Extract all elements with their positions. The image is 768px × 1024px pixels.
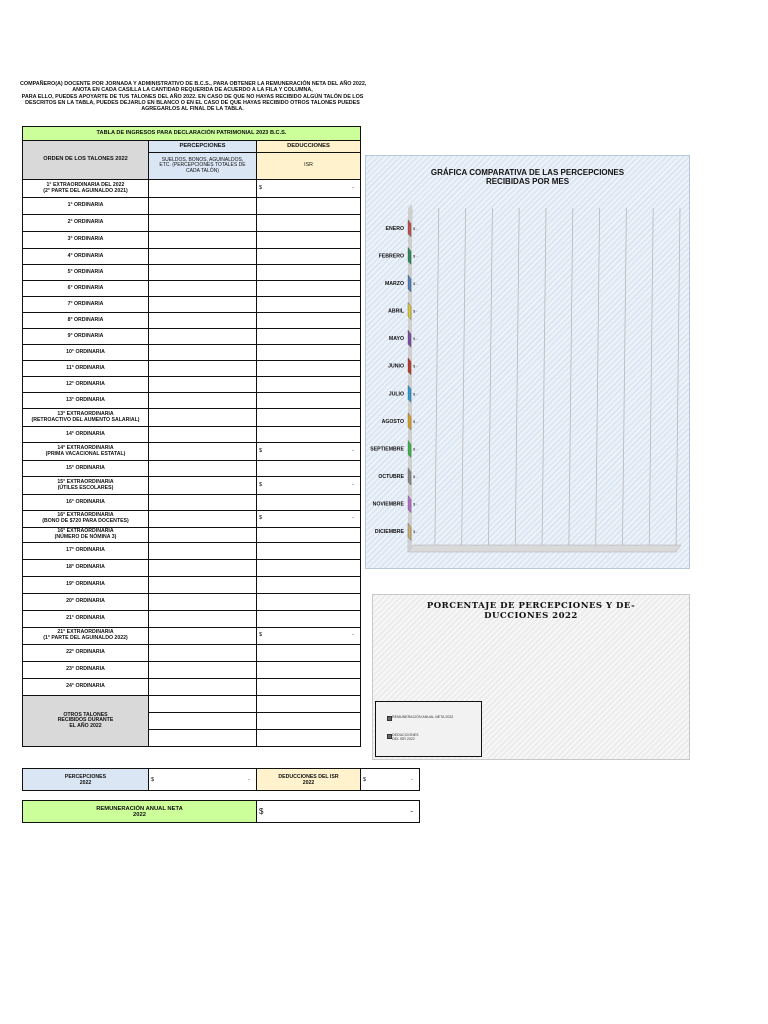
deduccion-cell[interactable]: [257, 594, 361, 611]
table-row: [23, 297, 361, 313]
bar-value-label: $ -: [413, 446, 418, 452]
month-label: OCTUBRE: [378, 474, 404, 481]
talon-label: [23, 611, 149, 628]
deduccion-cell[interactable]: [257, 377, 361, 393]
talon-label: [23, 329, 149, 345]
legend-item: [392, 715, 472, 719]
total-deducciones-value: [361, 769, 420, 791]
gridline: [569, 208, 573, 552]
talon-label: [23, 461, 149, 477]
table-row: [23, 662, 361, 679]
month-label: FEBRERO: [378, 253, 404, 260]
bar-value-label: $ -: [413, 363, 418, 369]
deduccion-cell[interactable]: [257, 281, 361, 297]
percepcion-cell[interactable]: [149, 645, 257, 662]
chart2-title: [373, 601, 689, 621]
deduccion-cell[interactable]: [257, 427, 361, 443]
otros-percepcion-cell[interactable]: [149, 713, 257, 730]
table-row: [23, 313, 361, 329]
deduccion-cell[interactable]: [257, 249, 361, 265]
table-row: [23, 427, 361, 443]
talon-name: 4° ORDINARIA: [67, 252, 104, 259]
bar-value-label: $ -: [413, 225, 418, 231]
otros-deduccion-cell[interactable]: [257, 730, 361, 747]
table-row: [23, 560, 361, 577]
talon-name: 11° ORDINARIA: [66, 364, 105, 371]
bar-value-label: $ -: [413, 391, 418, 397]
deduccion-cell[interactable]: [257, 361, 361, 377]
deduccion-cell[interactable]: [257, 297, 361, 313]
deduccion-cell[interactable]: [257, 443, 361, 461]
remuneracion-neta-value: [257, 801, 420, 823]
talon-name: 14° ORDINARIA: [66, 430, 105, 437]
gridline: [542, 208, 546, 552]
talon-name: 15° ORDINARIA: [66, 464, 105, 471]
value-dash: -: [248, 776, 250, 783]
deducciones-header: DEDUCCIONES: [257, 141, 361, 153]
value-dash: -: [352, 481, 354, 488]
talon-label: [23, 645, 149, 662]
percepcion-cell[interactable]: [149, 528, 257, 543]
deduccion-cell[interactable]: [257, 198, 361, 215]
percepcion-cell[interactable]: [149, 577, 257, 594]
deduccion-cell[interactable]: [257, 477, 361, 495]
table-row: [23, 611, 361, 628]
currency-symbol: $: [259, 481, 263, 488]
talon-note: (1° PARTE DEL AGUINALDO 2022): [43, 635, 128, 641]
talon-name: 17° ORDINARIA: [66, 547, 105, 554]
chart2-title-line-2: DUCCIONES 2022: [484, 611, 578, 621]
month-label: ABRIL: [388, 308, 404, 315]
table-row: [23, 329, 361, 345]
percepcion-cell[interactable]: [149, 560, 257, 577]
currency-symbol: $: [259, 515, 263, 522]
percepcion-cell[interactable]: [149, 511, 257, 528]
percepcion-cell[interactable]: [149, 427, 257, 443]
talon-name: 3° ORDINARIA: [67, 236, 104, 243]
talon-label: [23, 443, 149, 461]
gridline: [462, 208, 466, 552]
percepcion-cell[interactable]: [149, 594, 257, 611]
value-dash: -: [352, 184, 354, 191]
deduccion-cell[interactable]: [257, 393, 361, 409]
talon-label: [23, 409, 149, 427]
legend-label: DEDUCCIONES DEL ISR 2022: [392, 733, 419, 742]
talon-label: [23, 577, 149, 594]
deduccion-cell[interactable]: [257, 265, 361, 281]
talon-name: 9° ORDINARIA: [67, 332, 104, 339]
talon-label: [23, 361, 149, 377]
deduccion-cell[interactable]: [257, 679, 361, 696]
table-row: [23, 265, 361, 281]
gridline: [435, 208, 439, 552]
bar-chart-plot: [366, 156, 689, 568]
remuneracion-neta-label: [23, 801, 257, 823]
percepcion-cell[interactable]: [149, 180, 257, 198]
talon-name: 19° ORDINARIA: [66, 581, 105, 588]
percentage-chart: [372, 594, 690, 760]
percepcion-cell[interactable]: [149, 345, 257, 361]
gridline: [515, 208, 519, 552]
deduccion-cell[interactable]: [257, 409, 361, 427]
total-deducciones-label: [257, 769, 361, 791]
talon-name: 10° ORDINARIA: [66, 348, 105, 355]
table-row: [23, 281, 361, 297]
talon-name: 20° ORDINARIA: [66, 598, 105, 605]
talon-name: 12° ORDINARIA: [66, 380, 105, 387]
total-percepciones-value: [149, 769, 257, 791]
percepcion-cell[interactable]: [149, 265, 257, 281]
month-label: JULIO: [388, 391, 404, 398]
table-row: [23, 628, 361, 645]
deduccion-cell[interactable]: [257, 662, 361, 679]
talon-label: [23, 377, 149, 393]
table-row: [23, 461, 361, 477]
percepcion-cell[interactable]: [149, 249, 257, 265]
otros-deduccion-cell[interactable]: [257, 696, 361, 713]
percepcion-cell[interactable]: [149, 198, 257, 215]
deduccion-cell[interactable]: [257, 345, 361, 361]
total-percepciones-label: [23, 769, 149, 791]
talon-label: [23, 662, 149, 679]
talon-name: 6° ORDINARIA: [67, 284, 104, 291]
bar-value-label: $ -: [413, 253, 418, 259]
deduccion-cell[interactable]: [257, 232, 361, 249]
talon-label: [23, 180, 149, 198]
talon-label: [23, 528, 149, 543]
talon-label: [23, 495, 149, 511]
talon-name: 1° EXTRAORDINARIA DEL 2022: [46, 181, 125, 188]
chart-floor: [408, 545, 681, 552]
percepciones-header: PERCEPCIONES: [149, 141, 257, 153]
value-dash: -: [411, 776, 413, 783]
gridline: [676, 208, 680, 552]
total-percepciones-text: PERCEPCIONES: [64, 773, 107, 780]
table-row: [23, 443, 361, 461]
table-row: [23, 543, 361, 560]
talon-label: [23, 560, 149, 577]
instructions: [20, 81, 365, 112]
gridline: [649, 208, 653, 552]
talon-name: 8° ORDINARIA: [67, 316, 104, 323]
talon-label: [23, 281, 149, 297]
instruction-line: COMPAÑERO(A) DOCENTE POR JORNADA Y ADMINISTRATIVO DE B.C.S., PARA OBTENER LA REMUNERACIÓN NETA DEL AÑO 2022,: [20, 81, 367, 87]
value-dash: -: [352, 631, 354, 638]
talon-note: (RETROACTIVO DEL AUMENTO SALARIAL): [31, 416, 140, 423]
percepcion-cell[interactable]: [149, 461, 257, 477]
deduccion-cell[interactable]: [257, 329, 361, 345]
percepcion-cell[interactable]: [149, 377, 257, 393]
otros-percepcion-cell[interactable]: [149, 696, 257, 713]
otros-deduccion-cell[interactable]: [257, 713, 361, 730]
talon-name: 18° ORDINARIA: [66, 564, 105, 571]
currency-symbol: $: [259, 184, 263, 191]
otros-talones-text: OTROS TALONES RECIBIDOS DURANTE EL AÑO 2022: [57, 711, 114, 729]
table-row: [23, 232, 361, 249]
deduccion-cell[interactable]: [257, 528, 361, 543]
table-row: [23, 377, 361, 393]
month-label: NOVIEMBRE: [372, 501, 404, 508]
table-row: [23, 198, 361, 215]
bar-value-label: $ -: [413, 418, 418, 424]
talon-name: 22° ORDINARIA: [66, 649, 105, 656]
table-row: [23, 249, 361, 265]
monthly-comparison-chart: [365, 155, 690, 569]
value-dash: -: [352, 447, 354, 454]
month-label: SEPTIEMBRE: [370, 446, 404, 453]
table-row: [23, 528, 361, 543]
deduccion-cell[interactable]: [257, 611, 361, 628]
talon-name: 16° EXTRAORDINARIA: [57, 528, 114, 535]
talon-label: [23, 198, 149, 215]
deduccion-cell[interactable]: [257, 180, 361, 198]
talon-note: (PRIMA VACACIONAL ESTATAL): [45, 450, 126, 457]
talon-name: 2° ORDINARIA: [67, 219, 104, 226]
talon-label: [23, 477, 149, 495]
deduccion-cell[interactable]: [257, 461, 361, 477]
chart-title-line-1: GRÁFICA COMPARATIVA DE LAS PERCEPCIONES: [430, 168, 625, 177]
talon-name: 14° EXTRAORDINARIA: [57, 444, 114, 451]
otros-talones-label: [23, 696, 149, 747]
talon-label: [23, 427, 149, 443]
table-title: TABLA DE INGRESOS PARA DECLARACIÓN PATRIMONIAL 2023 B.C.S.: [23, 127, 361, 141]
month-label: ENERO: [385, 225, 404, 232]
income-table: [22, 126, 361, 747]
currency-symbol: $: [151, 776, 155, 783]
deduccion-cell[interactable]: [257, 543, 361, 560]
percepciones-subheader: SUELDOS, BONOS, AGUINALDOS, ETC. (PERCEPCIONES TOTALES DE CADA TALÓN): [149, 153, 257, 180]
total-deducciones-text: DEDUCCIONES DEL ISR: [278, 773, 339, 780]
talon-name: 1° ORDINARIA: [67, 202, 104, 209]
table-row: [23, 409, 361, 427]
percepcion-cell[interactable]: [149, 409, 257, 427]
table-row: [23, 594, 361, 611]
order-column-header: ORDEN DE LOS TALONES 2022: [23, 141, 149, 180]
table-row: [23, 495, 361, 511]
bar-value-label: $ -: [413, 501, 418, 507]
table-row: [23, 511, 361, 528]
otros-percepcion-cell[interactable]: [149, 730, 257, 747]
percepcion-cell[interactable]: [149, 662, 257, 679]
talon-name: 13° ORDINARIA: [66, 396, 105, 403]
remuneracion-neta-year: 2022: [133, 811, 146, 818]
bar-value-label: $ -: [413, 308, 418, 314]
talon-label: [23, 232, 149, 249]
percepcion-cell[interactable]: [149, 679, 257, 696]
percepcion-cell[interactable]: [149, 281, 257, 297]
percepcion-cell[interactable]: [149, 297, 257, 313]
bar-value-label: $ -: [413, 529, 418, 535]
percepcion-cell[interactable]: [149, 628, 257, 645]
bar-value-label: $ -: [413, 336, 418, 342]
gridline: [596, 208, 600, 552]
legend-swatch: [387, 716, 392, 721]
deduccion-cell[interactable]: [257, 628, 361, 645]
percepcion-cell[interactable]: [149, 393, 257, 409]
deduccion-cell[interactable]: [257, 215, 361, 232]
chart-title-line-2: RECIBIDAS POR MES: [485, 177, 570, 186]
talon-name: 13° EXTRAORDINARIA: [57, 410, 114, 417]
table-row: [23, 477, 361, 495]
table-row: [23, 679, 361, 696]
totals-table: [22, 768, 420, 791]
instruction-line: AGREGARLOS AL FINAL DE LA TABLA.: [141, 106, 244, 113]
table-row: [23, 361, 361, 377]
talon-name: 21° EXTRAORDINARIA: [57, 629, 114, 636]
month-label: JUNIO: [388, 363, 404, 370]
talon-label: [23, 628, 149, 645]
instruction-line: ANOTA EN CADA CASILLA LA CANTIDAD REQUERIDA DE ACUERDO A LA FILA Y COLUMNA,: [72, 87, 313, 94]
deduccion-cell[interactable]: [257, 511, 361, 528]
value-dash: -: [410, 806, 413, 816]
talon-label: [23, 543, 149, 560]
currency-symbol: $: [259, 447, 263, 454]
percepcion-cell[interactable]: [149, 215, 257, 232]
deduccion-cell[interactable]: [257, 577, 361, 594]
month-label: AGOSTO: [381, 418, 404, 425]
deduccion-cell[interactable]: [257, 645, 361, 662]
talon-label: [23, 215, 149, 232]
neta-table: [22, 800, 420, 823]
percepcion-cell[interactable]: [149, 232, 257, 249]
talon-name: 16° ORDINARIA: [66, 498, 105, 505]
instruction-line: PARA ELLO, PUEDES APOYARTE DE TUS TALONES DEL AÑO 2022. EN CASO DE QUE NO HAYAS RECIBIDO ALGÚN TALÓN DE LOS: [21, 93, 364, 100]
total-deducciones-year: 2022: [302, 779, 315, 786]
legend-label: REMUNERACIÓN ANUAL NETA 2022: [392, 715, 454, 719]
month-label: MARZO: [384, 280, 404, 287]
talon-label: [23, 313, 149, 329]
percepcion-cell[interactable]: [149, 361, 257, 377]
deduccion-cell[interactable]: [257, 313, 361, 329]
talon-name: 7° ORDINARIA: [67, 300, 104, 307]
deduccion-cell[interactable]: [257, 495, 361, 511]
currency-symbol: $: [259, 806, 264, 816]
deduccion-cell[interactable]: [257, 560, 361, 577]
talon-name: 15° EXTRAORDINARIA: [57, 478, 114, 485]
legend-swatch: [387, 734, 392, 739]
percepcion-cell[interactable]: [149, 611, 257, 628]
percepcion-cell[interactable]: [149, 329, 257, 345]
table-row: [23, 215, 361, 232]
currency-symbol: $: [259, 632, 263, 639]
instruction-line: DESCRITOS EN LA TABLA, PUEDES DEJARLO EN BLANCO O EN EL CASO DE QUE HAYAS RECIBIDO OTROS TALONES PUEDES: [25, 99, 360, 106]
talon-name: 16° EXTRAORDINARIA: [57, 512, 114, 519]
talon-note: (ÚTILES ESCOLARES): [57, 484, 114, 491]
talon-name: 24° ORDINARIA: [66, 683, 105, 690]
gridline: [622, 208, 626, 552]
percepcion-cell[interactable]: [149, 477, 257, 495]
month-label: MAYO: [388, 336, 404, 343]
chart2-legend: [375, 701, 482, 757]
month-label: DICIEMBRE: [374, 529, 404, 536]
talon-note: (NÚMERO DE NÓMINA 3): [54, 534, 117, 540]
talon-label: [23, 594, 149, 611]
talon-label: [23, 345, 149, 361]
talon-label: [23, 511, 149, 528]
gridline: [488, 208, 492, 552]
talon-label: [23, 297, 149, 313]
remuneracion-neta-text: REMUNERACIÓN ANUAL NETA: [96, 805, 183, 812]
bar-value-label: $ -: [413, 280, 418, 286]
percepcion-cell[interactable]: [149, 495, 257, 511]
talon-note: (2° PARTE DEL AGUINALDO 2021): [43, 187, 128, 194]
table-row: [23, 180, 361, 198]
bar-value-label: $ -: [413, 474, 418, 480]
total-percepciones-year: 2022: [79, 779, 92, 786]
value-dash: -: [352, 514, 354, 521]
percepcion-cell[interactable]: [149, 313, 257, 329]
legend-item: [392, 733, 418, 741]
chart2-title-line-1: PORCENTAJE DE PERCEPCIONES Y DE-: [426, 601, 636, 611]
table-row: [23, 345, 361, 361]
table-row: [23, 645, 361, 662]
talon-name: 21° ORDINARIA: [66, 615, 105, 622]
talon-label: [23, 679, 149, 696]
isr-subheader: ISR: [257, 153, 361, 180]
table-row: [23, 577, 361, 594]
currency-symbol: $: [363, 776, 367, 783]
talon-label: [23, 265, 149, 281]
talon-note: (BONO DE $720 PARA DOCENTES): [42, 518, 129, 524]
talon-name: 23° ORDINARIA: [66, 666, 105, 673]
percepcion-cell[interactable]: [149, 543, 257, 560]
talon-label: [23, 249, 149, 265]
table-row: [23, 393, 361, 409]
talon-label: [23, 393, 149, 409]
talon-name: 5° ORDINARIA: [67, 268, 104, 275]
percepcion-cell[interactable]: [149, 443, 257, 461]
